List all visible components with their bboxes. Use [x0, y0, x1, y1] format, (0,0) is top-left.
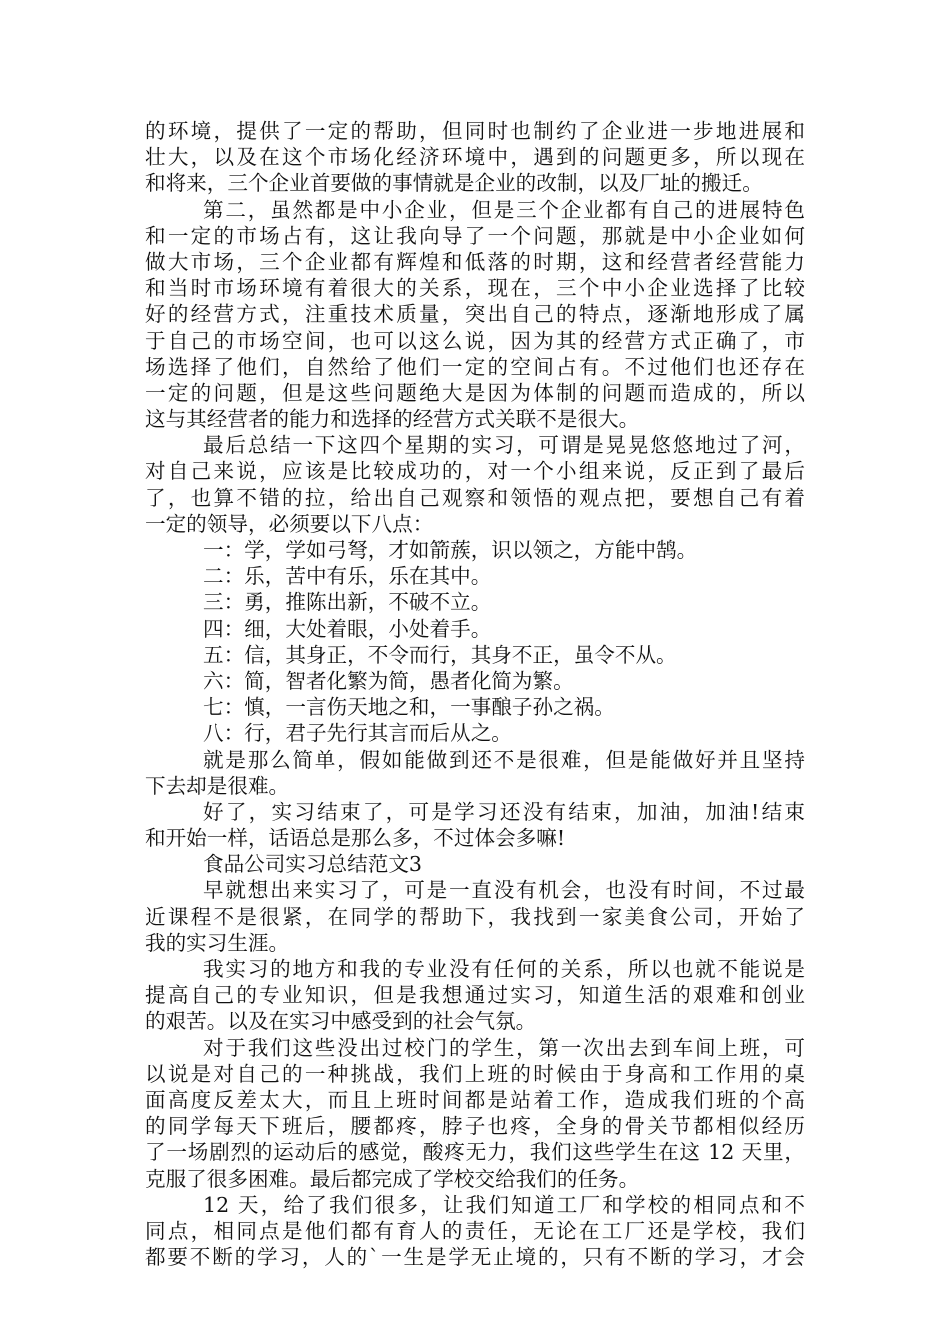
text-line: 三：勇，推陈出新，不破不立。 — [203, 590, 492, 615]
text-line: 五：信，其身正，不令而行，其身不正，虽令不从。 — [203, 642, 677, 667]
text-line: 六：简，智者化繁为简，愚者化简为繁。 — [203, 668, 574, 693]
text-line: 克服了很多困难。最后都完成了学校交给我们的任务。 — [145, 1166, 640, 1191]
text-line: 八：行，君子先行其言而后从之。 — [203, 721, 512, 746]
text-line: 一定的问题，但是这些问题绝大是因为体制的问题而造成的，所以 — [145, 380, 805, 405]
text-line: 和当时市场环境有着很大的关系，现在，三个中小企业选择了比较 — [145, 276, 805, 301]
text-line: 对自己来说，应该是比较成功的，对一个小组来说，反正到了最后 — [145, 459, 805, 484]
text-line: 就是那么简单，假如能做到还不是很难，但是能做好并且坚持 — [203, 747, 805, 772]
text-line: 壮大，以及在这个市场化经济环境中，遇到的问题更多，所以现在 — [145, 145, 805, 170]
text-line: 二：乐，苦中有乐，乐在其中。 — [203, 564, 492, 589]
text-line: 场选择了他们，自然给了他们一定的空间占有。不过他们也还存在 — [145, 354, 805, 379]
text-line: 了，也算不错的拉，给出自己观察和领悟的观点把，要想自己有着 — [145, 485, 805, 510]
text-line: 对于我们这些没出过校门的学生，第一次出去到车间上班，可 — [203, 1035, 805, 1060]
text-line: 食品公司实习总结范文3 — [203, 852, 423, 877]
text-line: 一定的领导，必须要以下八点： — [145, 511, 434, 536]
text-line: 的同学每天下班后，腰都疼，脖子也疼，全身的骨关节都相似经历 — [145, 1114, 805, 1139]
text-line: 最后总结一下这四个星期的实习，可谓是晃晃悠悠地过了河， — [203, 433, 805, 458]
text-line: 一：学，学如弓弩，才如箭蔟，识以领之，方能中鹄。 — [203, 538, 698, 562]
text-line: 我的实习生涯。 — [145, 930, 290, 955]
text-line: 做大市场，三个企业都有辉煌和低落的时期，这和经营者经营能力 — [145, 249, 805, 274]
text-line: 四：细，大处着眼，小处着手。 — [203, 616, 492, 641]
text-line: 下去却是很难。 — [145, 773, 290, 798]
text-line: 好了，实习结束了，可是学习还没有结束，加油，加油!结束 — [203, 799, 805, 824]
text-line: 以说是对自己的一种挑战，我们上班的时候由于身高和工作用的桌 — [145, 1061, 805, 1086]
text-line: 近课程不是很紧，在同学的帮助下，我找到一家美食公司，开始了 — [145, 904, 805, 929]
text-line: 的艰苦。以及在实习中感受到的社会气氛。 — [145, 1009, 537, 1034]
text-line: 这与其经营者的能力和选择的经营方式关联不是很大。 — [145, 407, 640, 432]
text-line: 提高自己的专业知识，但是我想通过实习，知道生活的艰难和创业 — [145, 983, 805, 1008]
text-line: 同点，相同点是他们都有育人的责任，无论在工厂还是学校，我们 — [145, 1218, 805, 1243]
text-line: 第二，虽然都是中小企业，但是三个企业都有自己的进展特色 — [203, 197, 805, 222]
text-line: 的环境，提供了一定的帮助，但同时也制约了企业进一步地进展和 — [145, 119, 805, 143]
text-line: 了一场剧烈的运动后的感觉，酸疼无力，我们这些学生在这 12 天里， — [145, 1140, 805, 1165]
document-page — [145, 118, 805, 1270]
text-line: 七：慎，一言伤天地之和，一事酿子孙之祸。 — [203, 695, 615, 720]
text-line: 12 天，给了我们很多，让我们知道工厂和学校的相同点和不 — [203, 1192, 805, 1217]
text-line: 我实习的地方和我的专业没有任何的关系，所以也就不能说是 — [203, 957, 805, 981]
text-line: 和一定的市场占有，这让我向导了一个问题，那就是中小企业如何 — [145, 223, 805, 248]
text-line: 和将来，三个企业首要做的事情就是企业的改制，以及厂址的搬迁。 — [145, 171, 763, 196]
text-line: 面高度反差太大，而且上班时间都是站着工作，造成我们班的个高 — [145, 1087, 805, 1112]
text-line: 都要不断的学习，人的`一生是学无止境的，只有不断的学习，才会 — [145, 1245, 805, 1270]
text-line: 于自己的市场空间，也可以这么说，因为其的经营方式正确了，市 — [145, 328, 805, 353]
text-line: 好的经营方式，注重技术质量，突出自己的特点，逐渐地形成了属 — [145, 302, 805, 327]
text-line: 早就想出来实习了，可是一直没有机会，也没有时间，不过最 — [203, 878, 805, 903]
text-line: 和开始一样，话语总是那么多，不过体会多嘛! — [145, 826, 566, 851]
